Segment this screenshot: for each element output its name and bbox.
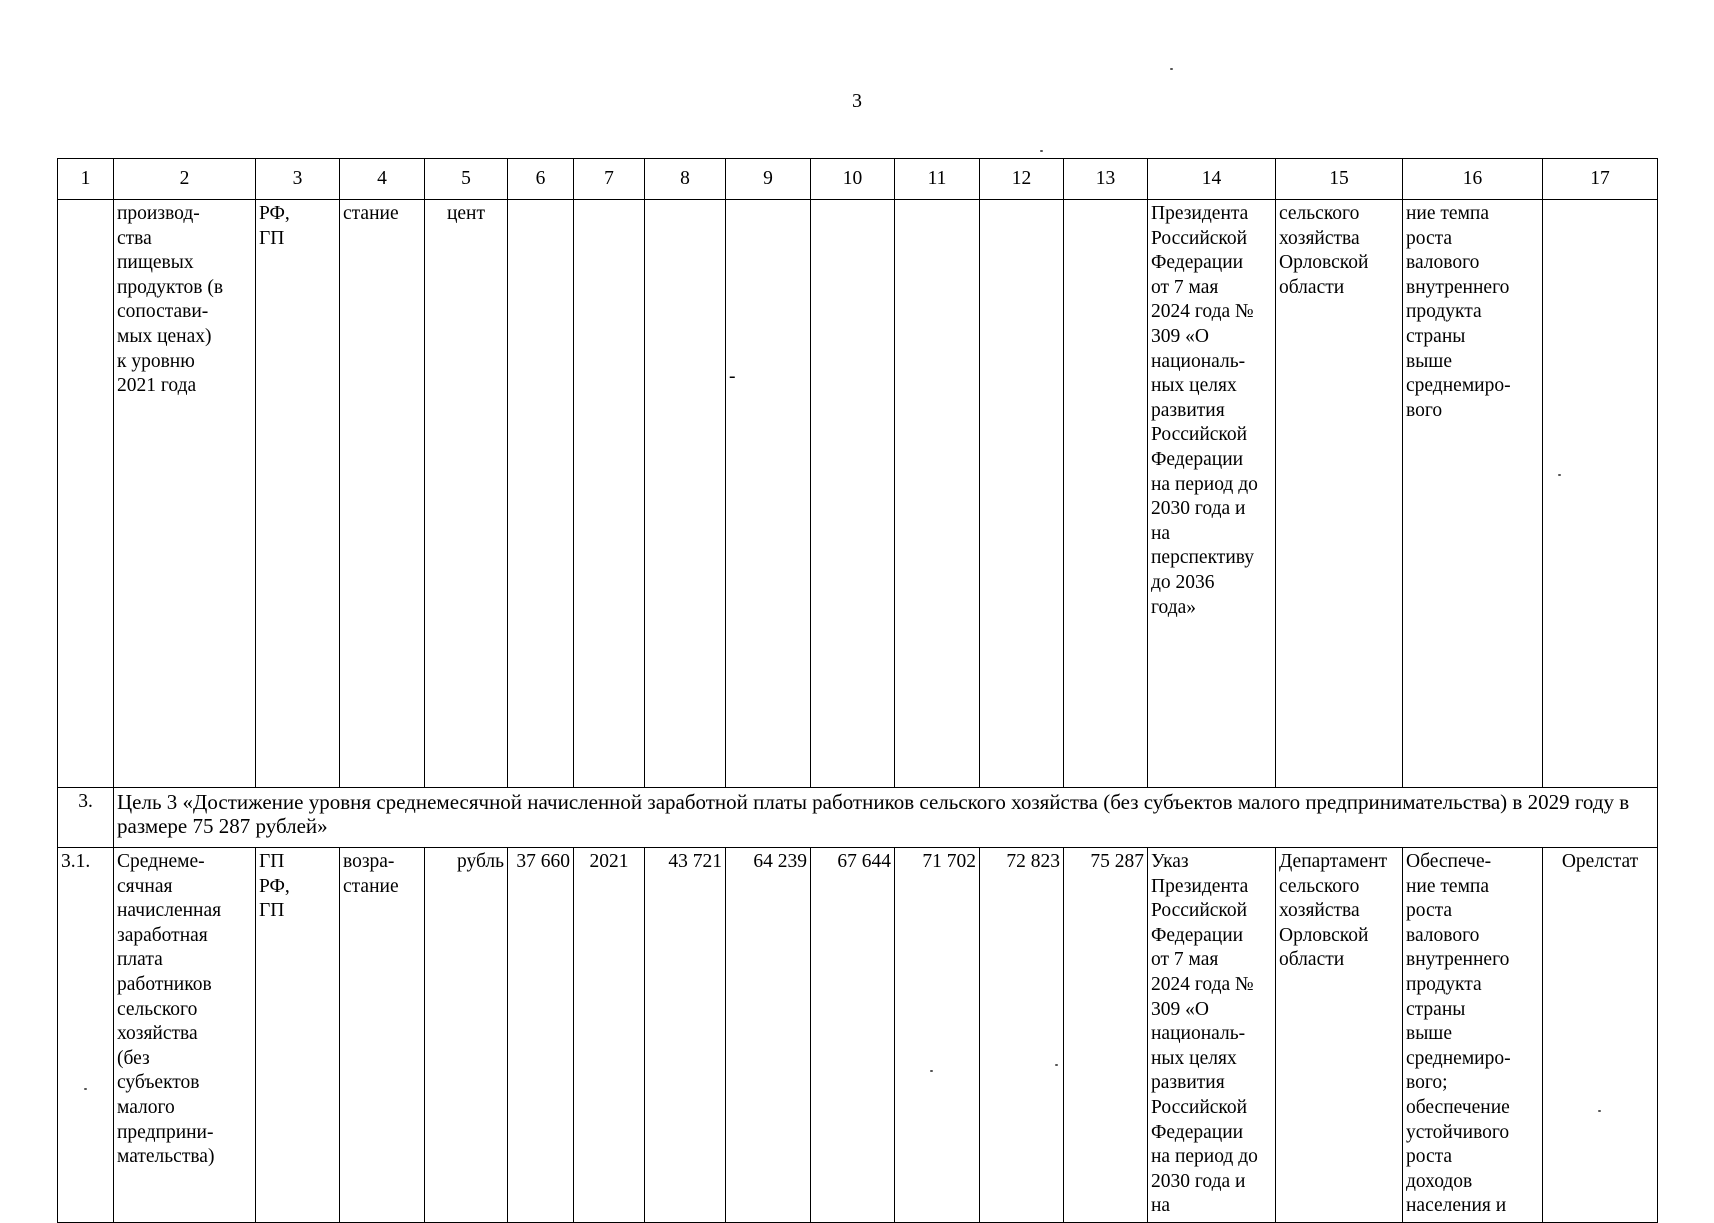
cell-responsible: Департамент сельского хозяйства Орловской области	[1276, 848, 1403, 1223]
scan-speck	[1598, 1110, 1601, 1112]
cell-source	[1543, 200, 1658, 788]
cell-number: 3.1.	[58, 848, 114, 1223]
column-header: 16	[1403, 159, 1543, 200]
scan-speck	[1040, 150, 1043, 152]
cell-indicator-name: производ- ства пищевых продуктов (в сопостави- мых ценах) к уровню 2021 года	[114, 200, 256, 788]
column-header: 10	[811, 159, 895, 200]
column-header: 8	[645, 159, 726, 200]
column-header: 4	[340, 159, 425, 200]
cell-link: Обеспече- ние темпа роста валового внутреннего продукта страны выше среднемиро- вого; обеспечение устойчивого роста доходов населения и	[1403, 848, 1543, 1223]
cell-value	[645, 200, 726, 788]
goal-number: 3.	[58, 788, 114, 848]
cell-link: ние темпа роста валового внутреннего продукта страны выше среднемиро- вого	[1403, 200, 1543, 788]
cell-base-value: 37 660	[508, 848, 574, 1223]
scan-speck	[1055, 1064, 1058, 1066]
column-header: 2	[114, 159, 256, 200]
page-number: 3	[852, 90, 862, 112]
cell-trend: возра- стание	[340, 848, 425, 1223]
column-header: 15	[1276, 159, 1403, 200]
column-header: 3	[256, 159, 340, 200]
column-header: 9	[726, 159, 811, 200]
cell-indicator-name: Среднеме- сячная начисленная заработная плата работников сельского хозяйства (без субъектов малого предприни- мательства)	[114, 848, 256, 1223]
cell-document: Указ Президента Российской Федерации от 7 мая 2024 года № 309 «О националь- ных целях развития Российской Федерации на период до 2030 года и на	[1148, 848, 1276, 1223]
column-header: 5	[425, 159, 508, 200]
column-header: 6	[508, 159, 574, 200]
cell-value: 72 823	[980, 848, 1064, 1223]
goal-text: Цель 3 «Достижение уровня среднемесячной начисленной заработной платы работников сельского хозяйства (без субъектов малого предпринимательства) в 2029 году в размере 75 287 рублей»	[114, 788, 1658, 848]
goal-row	[58, 788, 1658, 848]
cell-value	[980, 200, 1064, 788]
column-header: 13	[1064, 159, 1148, 200]
cell-value	[895, 200, 980, 788]
cell-responsible: сельского хозяйства Орловской области	[1276, 200, 1403, 788]
column-header: 14	[1148, 159, 1276, 200]
cell-value: 71 702	[895, 848, 980, 1223]
column-header: 12	[980, 159, 1064, 200]
cell-unit: цент	[425, 200, 508, 788]
column-header: 7	[574, 159, 645, 200]
cell-source: Орелстат	[1543, 848, 1658, 1223]
table-row-3-1	[58, 848, 1658, 1223]
cell-value	[574, 200, 645, 788]
cell-value: 43 721	[645, 848, 726, 1223]
cell-trend: стание	[340, 200, 425, 788]
cell-value: 67 644	[811, 848, 895, 1223]
scan-speck	[930, 1070, 933, 1072]
table-row-continued	[58, 200, 1658, 788]
cell-level: ГП РФ, ГП	[256, 848, 340, 1223]
column-header: 1	[58, 159, 114, 200]
cell-base-year: 2021	[574, 848, 645, 1223]
cell-value	[508, 200, 574, 788]
column-header: 11	[895, 159, 980, 200]
scan-speck	[84, 1088, 87, 1090]
cell-value	[1064, 200, 1148, 788]
scan-speck	[1558, 474, 1561, 476]
indicators-table	[57, 158, 1658, 1223]
cell-value: 75 287	[1064, 848, 1148, 1223]
cell-value	[811, 200, 895, 788]
column-header: 17	[1543, 159, 1658, 200]
cell-value: -	[726, 200, 811, 788]
cell-level: РФ, ГП	[256, 200, 340, 788]
cell-unit: рубль	[425, 848, 508, 1223]
cell-number	[58, 200, 114, 788]
cell-document: Президента Российской Федерации от 7 мая 2024 года № 309 «О националь- ных целях развития Российской Федерации на период до 2030 года и на перспективу до 2036 года»	[1148, 200, 1276, 788]
scan-speck	[1170, 68, 1173, 70]
column-number-row	[58, 159, 1658, 200]
cell-value: 64 239	[726, 848, 811, 1223]
